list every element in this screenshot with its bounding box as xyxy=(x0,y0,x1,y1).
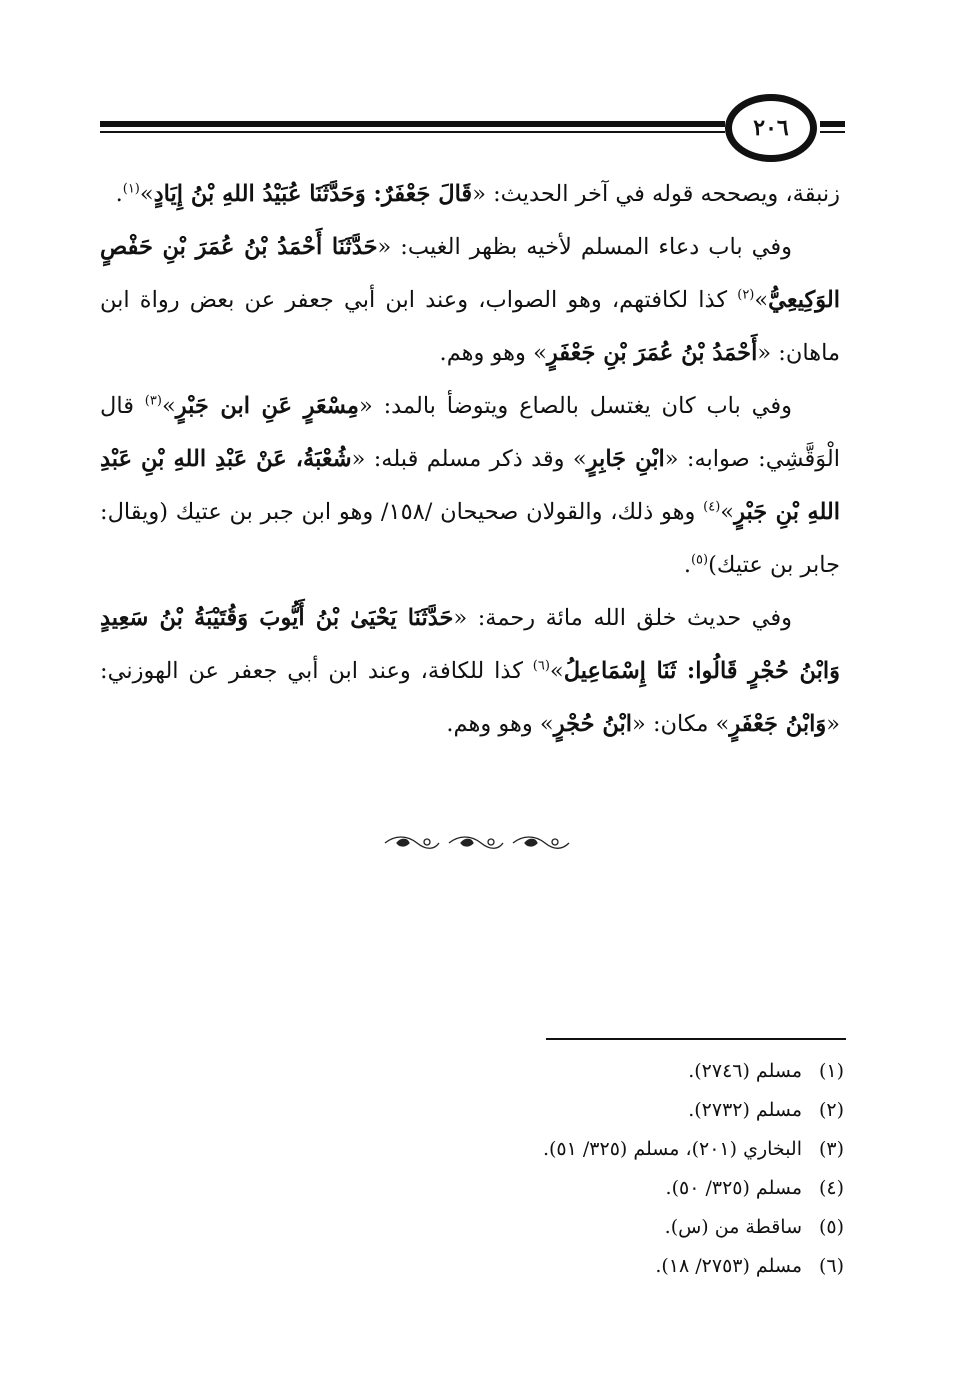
text: كذا لكافتهم، وهو الصواب، وعند ابن أبي جعفر عن بعض رواة ابن ماهان: « xyxy=(100,287,840,366)
paragraph-3 xyxy=(100,380,840,592)
header-rule-right-bottom xyxy=(820,131,845,133)
text: » xyxy=(754,287,769,313)
footnote-item xyxy=(300,1169,848,1208)
main-text xyxy=(100,168,840,751)
paragraph-4 xyxy=(100,592,840,751)
text: » وقد ذكر مسلم قبله: « xyxy=(351,446,587,472)
text: » وهو وهم. xyxy=(439,340,547,366)
page-number-badge xyxy=(725,94,817,162)
header-rule-right-top xyxy=(820,121,845,127)
text: » xyxy=(139,181,154,207)
hadith-quote: ابْنُ حُجْرٍ xyxy=(553,711,633,737)
text: » xyxy=(161,393,176,419)
footnote-item xyxy=(300,1052,848,1091)
footnote-ref: (١) xyxy=(122,181,140,197)
text: كذا للكافة، وعند ابن أبي جعفر عن الهوزني: « xyxy=(100,658,840,737)
footnote-item xyxy=(300,1247,848,1286)
text: وفي حديث خلق الله مائة رحمة: « xyxy=(453,605,792,631)
hadith-quote: أَحْمَدُ بْنُ عُمَرَ بْنِ جَعْفَرٍ xyxy=(546,340,758,366)
text: وفي باب دعاء المسلم لأخيه بظهر الغيب: « xyxy=(377,234,792,260)
footnote-number: (١) xyxy=(818,1060,844,1082)
hadith-quote: قَالَ جَعْفَرٌ: وَحَدَّثَنَا عُبَيْدُ اللهِ بْنُ إِيَادٍ xyxy=(153,181,473,207)
footnote-number: (٤) xyxy=(818,1177,844,1199)
footnote-text: مسلم (٢٧٤٦). xyxy=(688,1060,802,1082)
footnote-number: (٦) xyxy=(818,1255,844,1277)
hadith-quote: مِسْعَرٍ عَنِ ابن جَبْرٍ xyxy=(175,393,359,419)
page-header xyxy=(0,0,954,180)
footnote-ref: (٥) xyxy=(690,552,709,568)
floral-divider-icon xyxy=(377,832,577,854)
hadith-quote: حَدَّثَنَا أَحْمَدُ بْنُ عُمَرَ بْنِ حَفْصٍ الوَكِيعِيُّ xyxy=(100,234,840,313)
footnote-item xyxy=(300,1091,848,1130)
text: وفي باب كان يغتسل بالصاع ويتوضأ بالمد: « xyxy=(358,393,792,419)
footnotes xyxy=(300,1052,848,1286)
text: . xyxy=(683,552,691,578)
footnote-text: ساقطة من (س). xyxy=(664,1216,802,1238)
footnote-ref: (٤) xyxy=(703,499,721,515)
header-rule-bottom xyxy=(100,131,725,133)
text: » xyxy=(720,499,735,525)
footnote-text: مسلم (٣٢٥/ ٥٠). xyxy=(665,1177,802,1199)
footnote-text: البخاري (٢٠١)، مسلم (٣٢٥/ ٥١). xyxy=(542,1138,802,1160)
text: زنبقة، ويصححه قوله في آخر الحديث: « xyxy=(472,181,840,207)
text: قال الْوَقَّشِي: صوابه: « xyxy=(100,393,841,472)
footnote-number: (٢) xyxy=(818,1099,844,1121)
footnote-ref: (٦) xyxy=(532,658,550,674)
footnote-separator xyxy=(546,1038,846,1040)
page-number: ٢٠٦ xyxy=(753,115,789,141)
footnote-item xyxy=(300,1130,848,1169)
footnote-ref: (٢) xyxy=(737,287,755,303)
text: » مكان: « xyxy=(632,711,730,737)
paragraph-2 xyxy=(100,221,840,380)
footnote-text: مسلم (٢٧٣٢). xyxy=(688,1099,802,1121)
text: » وهو وهم. xyxy=(446,711,554,737)
footnote-number: (٥) xyxy=(818,1216,844,1238)
text: . xyxy=(115,181,123,207)
footnote-item xyxy=(300,1208,848,1247)
footnote-number: (٣) xyxy=(818,1138,844,1160)
text: وهو ذلك، والقولان صحيحان /١٥٨/ وهو ابن جبر بن عتيك (ويقال: جابر بن عتيك) xyxy=(100,499,840,578)
footnote-ref: (٣) xyxy=(144,393,162,409)
hadith-quote: حَدَّثَنَا يَحْيَىٰ بْنُ أَيُّوبَ وَقُتَيْبَةُ بْنُ سَعِيدٍ وَابْنُ حُجْرٍ قَالُوا: ثَنَا إِسْمَاعِيلُ xyxy=(100,605,840,684)
header-rule-top xyxy=(100,121,725,127)
paragraph-1 xyxy=(100,168,840,221)
footnote-text: مسلم (٢٧٥٣/ ١٨). xyxy=(655,1255,802,1277)
hadith-quote: ابْنِ جَابِرٍ xyxy=(586,446,665,472)
hadith-quote: وَابْنُ جَعْفَرٍ xyxy=(729,711,827,737)
hadith-quote: شُعْبَةُ، عَنْ عَبْدِ اللهِ بْنِ عَبْدِ اللهِ بْنِ جَبْرٍ xyxy=(100,446,841,525)
text: » xyxy=(549,658,564,684)
